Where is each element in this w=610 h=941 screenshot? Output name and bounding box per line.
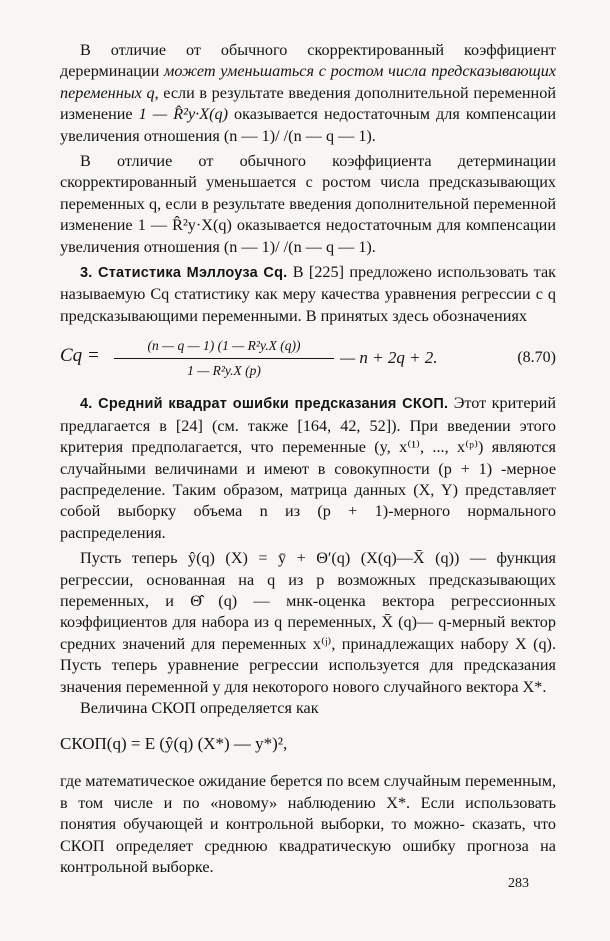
p1-middle: , если в результате введения дополнительной переменной изменение xyxy=(60,83,556,124)
formula-skop xyxy=(60,725,556,765)
p1-start: В отличие от обычного скорректированный коэффициент дерерминации xyxy=(60,41,556,81)
paragraph-7: где математическое ожидание берется по всем случайным переменным, в том числе и по «новому» наблюдению X*. Если использовать понятия обучающей и контрольной выборки, то можно- сказать, что СКОП определяет среднюю квадратическую ошибку прогноза на контрольной выборке. xyxy=(60,772,556,876)
paragraph-6: Величина СКОП определяется как xyxy=(80,698,319,717)
formula-numerator: (n — q — 1) (1 — R²y.X (q)) xyxy=(114,335,334,358)
p3-body: В [225] предложено использовать так называемую Cq статистику как меру качества уравнения регрессии с q предсказывающими переменными. В принятых здесь обозначениях xyxy=(60,263,556,325)
paragraph-3 xyxy=(60,262,556,327)
formula-fraction xyxy=(114,335,334,381)
formula-denominator: 1 — R²y.X (p) xyxy=(187,362,261,378)
p1-math: 1 — R̂²y·X(q) xyxy=(138,105,228,124)
formula-8-70 xyxy=(60,335,556,383)
p1-emphasis: может уменьшаться с ростом числа предсказывающих переменных q xyxy=(60,62,556,102)
section-4-heading: 4. Средний квадрат ошибки предсказания СКОП. xyxy=(80,396,449,413)
paragraph-1 xyxy=(60,40,556,147)
section-3-heading: 3. Статистика Мэллоуза Cq. xyxy=(80,265,288,282)
p4-body: Этот критерий предлагается в [24] (см. также [164, 42, 52]). При введении этого критерия предполагается, что переменные (y, x⁽¹⁾, ..., x⁽ᵖ⁾) являются случайными величинами и имеют в совокупности (p + 1) -мерное распределение. Таким образом, матрица данных (X, Y) представляет собой выборку объема n из (p + 1)-мерного нормального распределения. xyxy=(60,394,556,542)
page-number: 283 xyxy=(508,876,529,891)
page-text-block xyxy=(60,40,556,878)
formula-rest: — n + 2q + 2. xyxy=(340,348,438,368)
p1-end: оказывается недостаточным для компенсации увеличения отношения (n — 1)/ /(n — q — 1). xyxy=(60,105,556,145)
paragraph-4 xyxy=(60,393,556,544)
equation-number: (8.70) xyxy=(517,349,556,367)
paragraph-5: Пусть теперь ŷ(q) (X) = ȳ + Θ′(q) (X(q)—X̄ (q)) — функция регрессии, основанная на q из p возможных предсказывающих переменных, и Θ̂ (q) — мнк-оценка вектора регрессионных коэффициентов для набора из q переменных, X̄ (q)— q-мерный вектор средних значений для переменных x⁽ʲ⁾, принадлежащих набору X (q). Пусть теперь уравнение регрессии используется для предсказания значения переменной y для некоторого нового случайного вектора X*. xyxy=(60,549,556,696)
formula-lhs: Cq = xyxy=(60,345,100,367)
formula-skop-expr: СКОП(q) = E (ŷ(q) (X*) — y*)², xyxy=(60,734,288,754)
paragraph-2: В отличие от обычного коэффициента детерминации скорректированный уменьшается с ростом числа предсказывающих переменных q, если в результате введения дополнительной переменной изменение 1 — R̂²y·X(q) оказывается недостаточным для компенсации увеличения отношения (n — 1)/ /(n — q — 1). xyxy=(60,152,556,256)
